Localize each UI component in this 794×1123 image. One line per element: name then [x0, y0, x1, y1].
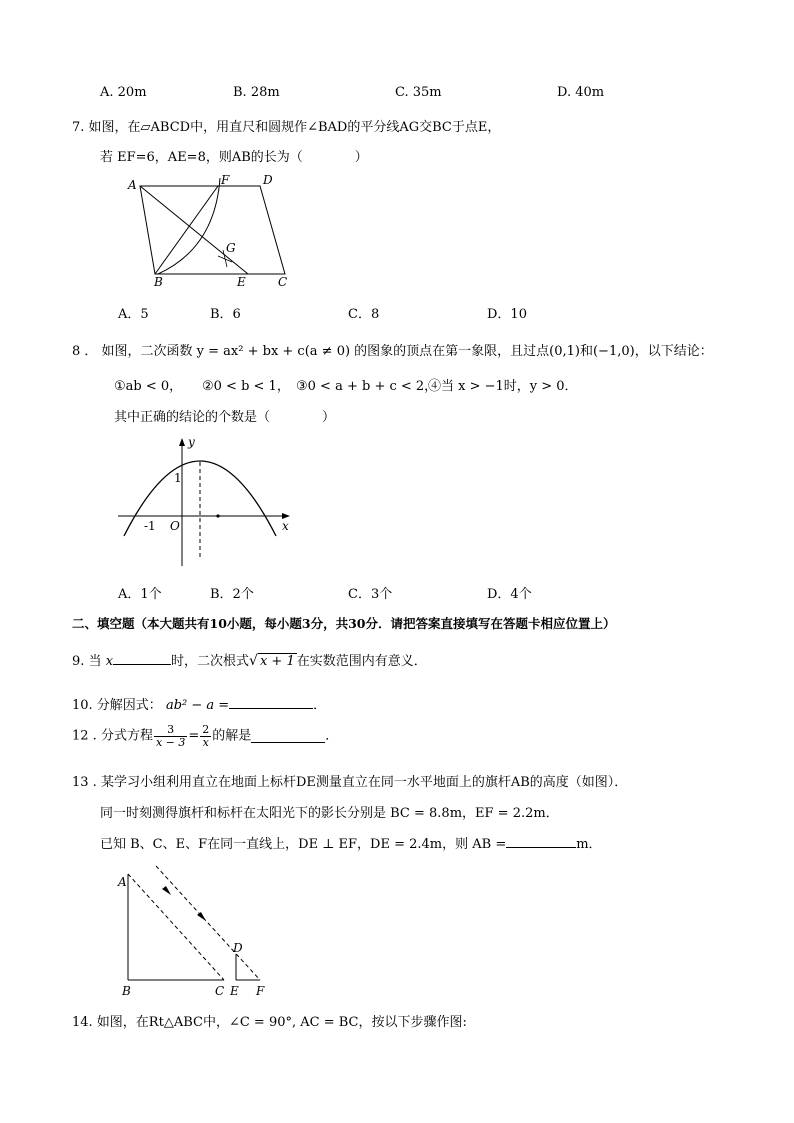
q8-conclusion-1: ①ab < 0， — [114, 379, 183, 394]
q8-stem-line1: 8 ． 如图，二次函数 y = ax² + bx + c(a ≠ 0) 的图象的顶点在第一象限，且过点(0,1)和(−1,0)，以下结论： — [72, 344, 713, 359]
sun-ray-ac — [128, 874, 224, 980]
section2-heading: 二、填空题（本大题共有10小题，每小题3分，共30分．请把答案直接填写在答题卡相应位置上） — [72, 616, 616, 631]
q6-option-c: C. 35m — [395, 85, 442, 100]
q7-option-c: C．8 — [348, 307, 380, 322]
q12-prefix: 12 . 分式方程 — [72, 728, 153, 744]
label-a: A — [128, 178, 137, 192]
label-neg-one: -1 — [144, 519, 156, 533]
q8-parabola-graph — [110, 432, 300, 572]
q10-prefix: 10. 分解因式： — [72, 698, 162, 713]
q13-stem-line1: 13 . 某学习小组利用直立在地面上标杆DE测量直立在同一水平地面上的旗杆AB的高度（如图）． — [72, 775, 628, 790]
bisector-ag — [140, 186, 248, 274]
q7-option-b: B．6 — [210, 307, 241, 322]
q7-option-a: A．5 — [118, 307, 149, 322]
q7-stem-line2: 若 EF=6，AE=8，则AB的长为（ ） — [100, 150, 368, 165]
x-axis-point — [216, 514, 219, 517]
q13-stem-line2: 同一时刻测得旗杆和标杆在太阳光下的影长分别是 BC = 8.8m，EF = 2.2m． — [100, 806, 559, 821]
q13-stem-line3 — [100, 833, 602, 852]
label-c: C — [215, 984, 225, 998]
label-e: E — [237, 275, 246, 289]
q12-answer-blank[interactable] — [251, 730, 325, 743]
q12-suffix: 的解是 — [212, 728, 252, 744]
label-f: F — [221, 173, 230, 187]
label-f: F — [256, 984, 265, 998]
q12-end: ． — [325, 728, 339, 744]
label-origin: O — [170, 519, 180, 533]
q8-conclusion-4: ④当 x > −1时，y > 0． — [428, 379, 578, 394]
label-g: G — [226, 241, 236, 255]
y-axis-arrow — [179, 438, 185, 446]
q13-answer-blank[interactable] — [506, 835, 576, 848]
q14-stem-line1: 14. 如图，在Rt△ABC中，∠C = 90°, AC = BC，按以下步骤作图: — [72, 1015, 467, 1030]
q12-question — [72, 724, 338, 749]
label-e: E — [230, 984, 239, 998]
label-c: C — [278, 275, 288, 289]
label-y: y — [188, 435, 195, 449]
label-a: A — [118, 875, 127, 889]
q12-num1: 3 — [154, 724, 187, 737]
q8-option-a: A．1个 — [118, 587, 162, 602]
q7-stem-line1: 7. 如图，在▱ABCD中，用直尺和圆规作∠BAD的平分线AG交BC于点E， — [72, 120, 501, 135]
q9-suffix: 在实数范围内有意义． — [296, 654, 427, 669]
q9-radicand: x + 1 — [259, 654, 295, 669]
label-b: B — [122, 984, 131, 998]
q6-option-d: D. 40m — [557, 85, 605, 100]
q6-option-a: A. 20m — [100, 85, 147, 100]
q8-option-d: D．4个 — [487, 587, 532, 602]
label-d: D — [233, 941, 243, 955]
q9-answer-blank[interactable] — [113, 652, 171, 665]
q8-option-c: C．3个 — [348, 587, 393, 602]
q9-prefix: 9. 当 — [72, 654, 102, 669]
q13-flagpole-figure — [110, 862, 280, 1002]
q10-expr: ab² − a = — [165, 698, 230, 713]
q6-option-b: B. 28m — [233, 85, 280, 100]
q8-stem-line3: 其中正确的结论的个数是（ ） — [114, 410, 336, 425]
q10-question — [72, 694, 326, 713]
q9-question: 9. 当 x 时，二次根式√ x + 1 在实数范围内有意义． — [72, 653, 427, 669]
q13-line3-suffix: m． — [576, 837, 602, 852]
parallelogram-abcd — [140, 186, 285, 274]
q12-den1: x − 3 — [155, 736, 186, 749]
q8-conclusion-2: ②0 < b < 1， — [202, 379, 290, 394]
q8-option-b: B．2个 — [210, 587, 254, 602]
q9-var: x — [105, 654, 114, 669]
ray-arrow-2 — [197, 912, 206, 921]
label-one: 1 — [174, 471, 182, 485]
label-x: x — [282, 519, 289, 533]
q9-mid: 时，二次根式 — [171, 654, 250, 669]
segment-bf — [155, 186, 218, 274]
q12-den2: x — [202, 736, 209, 749]
label-b: B — [154, 275, 163, 289]
q10-suffix: ． — [313, 698, 327, 713]
q8-conclusion-3: ③0 < a + b + c < 2， — [296, 379, 438, 394]
q10-answer-blank[interactable] — [229, 696, 313, 709]
q7-option-d: D．10 — [487, 307, 527, 322]
q12-num2: 2 — [202, 723, 210, 736]
q13-line3-prefix: 已知 B、C、E、F在同一直线上，DE ⊥ EF，DE = 2.4m，则 AB = — [100, 837, 507, 852]
q12-eq: = — [188, 728, 200, 744]
ray-arrow-1 — [162, 886, 171, 895]
q7-parallelogram-figure — [120, 170, 300, 290]
label-d: D — [263, 173, 273, 187]
